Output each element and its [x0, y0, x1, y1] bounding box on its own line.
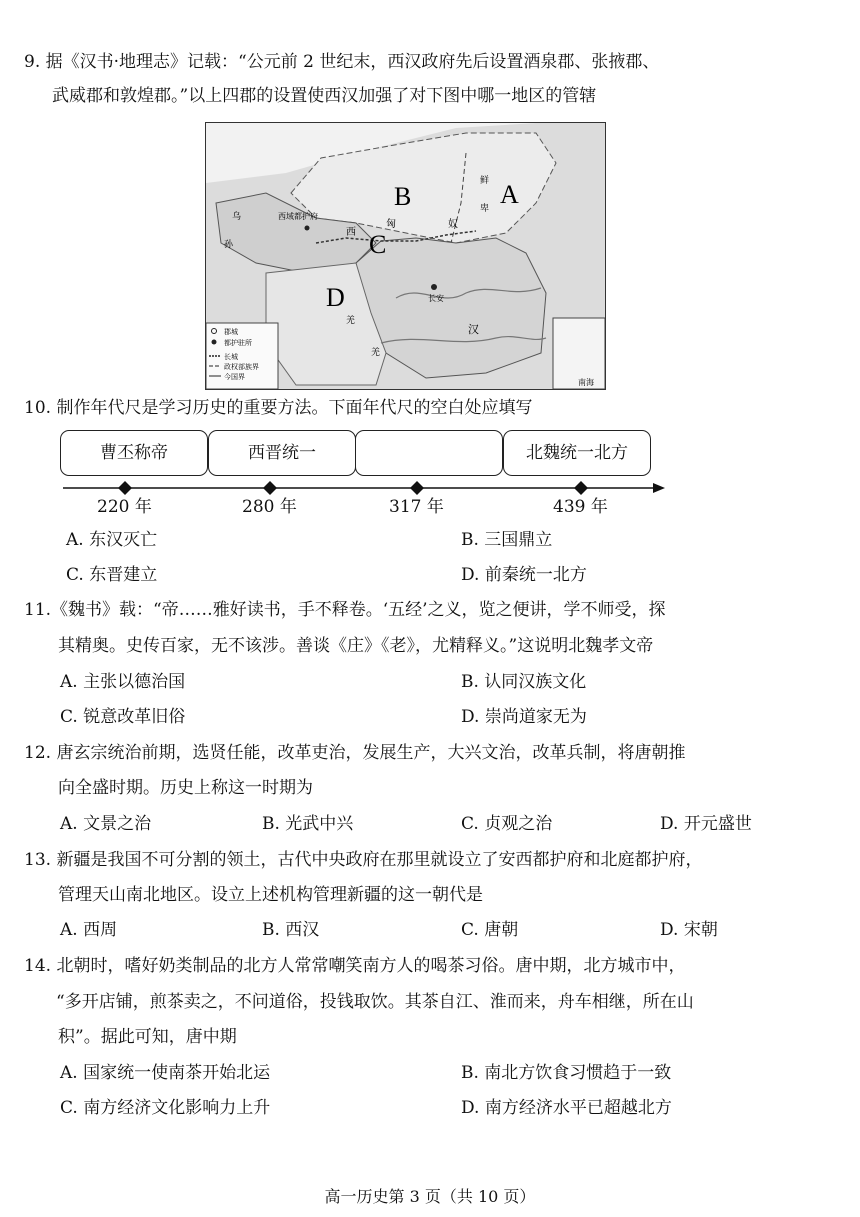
- q12-option-c[interactable]: C. 贞观之治: [461, 814, 553, 834]
- q10-option-a[interactable]: A. 东汉灭亡: [66, 530, 158, 550]
- page-footer: 高一历史第 3 页（共 10 页）: [324, 1187, 536, 1206]
- q11-option-d[interactable]: D. 崇尚道家无为: [461, 707, 587, 727]
- q10-option-d[interactable]: D. 前秦统一北方: [461, 565, 587, 585]
- year-317: 317 年: [389, 497, 444, 517]
- duhufu-marker: [305, 226, 310, 231]
- timeline: [55, 430, 675, 520]
- q14-option-c[interactable]: C. 南方经济文化影响力上升: [60, 1098, 271, 1118]
- label-nanhai: 南海: [578, 378, 594, 387]
- legend-duhufu: 都护驻所: [224, 339, 252, 347]
- label-qiang-1: 羌: [346, 316, 356, 326]
- label-xiongnu-1: 匈: [386, 219, 396, 230]
- q14-stem-line3: 积”。据此可知，唐中期: [58, 1027, 237, 1047]
- q13-option-a[interactable]: A. 西周: [60, 920, 118, 940]
- region-a-label: A: [500, 180, 519, 209]
- timeline-box-1: 曹丕称帝: [60, 430, 208, 476]
- legend-border: 政权部族界: [224, 363, 259, 371]
- q13-stem-line2: 管理天山南北地区。设立上述机构管理新疆的这一朝代是: [58, 885, 483, 905]
- q13-option-c[interactable]: C. 唐朝: [461, 920, 519, 940]
- q13-stem-line1: 13. 新疆是我国不可分割的领土，古代中央政府在那里就设立了安西都护府和北庭都护府，: [24, 850, 703, 870]
- region-b-label: B: [394, 182, 412, 211]
- q10-option-b[interactable]: B. 三国鼎立: [461, 530, 553, 550]
- legend-symbol-duhufu: [212, 340, 217, 345]
- axis-arrow: [653, 483, 665, 493]
- q11-stem-line1: 11.《魏书》载：“帝……雅好读书，手不释卷。‘五经’之义，览之便讲，学不师受，探: [24, 600, 666, 620]
- map-drawing: [206, 123, 605, 389]
- q14-option-b[interactable]: B. 南北方饮食习惯趋于一致: [461, 1063, 672, 1083]
- q14-stem-line2: “多开店铺，煎茶卖之，不问道俗，投钱取饮。其茶自江、淮而来，舟车相继，所在山: [56, 992, 694, 1012]
- q13-option-b[interactable]: B. 西汉: [262, 920, 320, 940]
- q11-stem-line2: 其精奥。史传百家，无不该涉。善谈《庄》《老》，尤精释义。”这说明北魏孝文帝: [58, 636, 654, 656]
- year-220: 220 年: [97, 497, 152, 517]
- legend-national: 今国界: [224, 373, 245, 381]
- q11-option-b[interactable]: B. 认同汉族文化: [461, 672, 587, 692]
- q14-option-d[interactable]: D. 南方经济水平已超越北方: [461, 1098, 672, 1118]
- year-439: 439 年: [553, 497, 608, 517]
- q12-stem-line1: 12. 唐玄宗统治前期，选贤任能，改革吏治，发展生产，大兴文治，改革兵制，将唐朝推: [24, 743, 686, 763]
- q9-stem-line2: 武威郡和敦煌郡。”以上四郡的设置使西汉加强了对下图中哪一地区的管辖: [52, 86, 597, 106]
- q10-stem: 10. 制作年代尺是学习历史的重要方法。下面年代尺的空白处应填写: [24, 398, 533, 418]
- label-xiongnu-2: 奴: [448, 219, 458, 230]
- q9-stem-line1: 9. 据《汉书·地理志》记载：“公元前 2 世纪末，西汉政府先后设置酒泉郡、张掖郡、: [24, 52, 660, 72]
- label-changan: 长安: [428, 294, 444, 303]
- q11-option-c[interactable]: C. 锐意改革旧俗: [60, 707, 186, 727]
- label-sun: 孙: [224, 240, 234, 250]
- han-dynasty-map: [205, 122, 606, 390]
- label-qiang-2: 羌: [371, 348, 381, 358]
- label-han: 汉: [468, 323, 479, 336]
- q13-option-d[interactable]: D. 宋朝: [660, 920, 718, 940]
- q12-option-d[interactable]: D. 开元盛世: [660, 814, 752, 834]
- label-wu: 乌: [232, 212, 242, 222]
- q14-stem-line1: 14. 北朝时，嗜好奶类制品的北方人常常嘲笑南方人的喝茶习俗。唐中期，北方城市中，: [24, 956, 686, 976]
- q14-option-a[interactable]: A. 国家统一使南茶开始北运: [60, 1063, 271, 1083]
- year-280: 280 年: [242, 497, 297, 517]
- label-xi: 西: [346, 227, 356, 238]
- timeline-box-2: 西晋统一: [208, 430, 356, 476]
- region-c-label: C: [369, 230, 387, 259]
- q10-option-c[interactable]: C. 东晋建立: [66, 565, 158, 585]
- q12-stem-line2: 向全盛时期。历史上称这一时期为: [58, 778, 313, 798]
- legend-city: 郡城: [224, 328, 238, 336]
- label-xi-2: 卑: [480, 204, 490, 214]
- label-xi-1: 鲜: [480, 176, 490, 186]
- q11-option-a[interactable]: A. 主张以德治国: [60, 672, 186, 692]
- q12-option-b[interactable]: B. 光武中兴: [262, 814, 354, 834]
- timeline-box-4: 北魏统一北方: [503, 430, 651, 476]
- legend-wall: 长城: [224, 353, 238, 361]
- region-d-label: D: [326, 283, 345, 312]
- q12-option-a[interactable]: A. 文景之治: [60, 814, 152, 834]
- changan-marker: [431, 284, 437, 290]
- label-duhufu: 西域都护府: [278, 212, 318, 221]
